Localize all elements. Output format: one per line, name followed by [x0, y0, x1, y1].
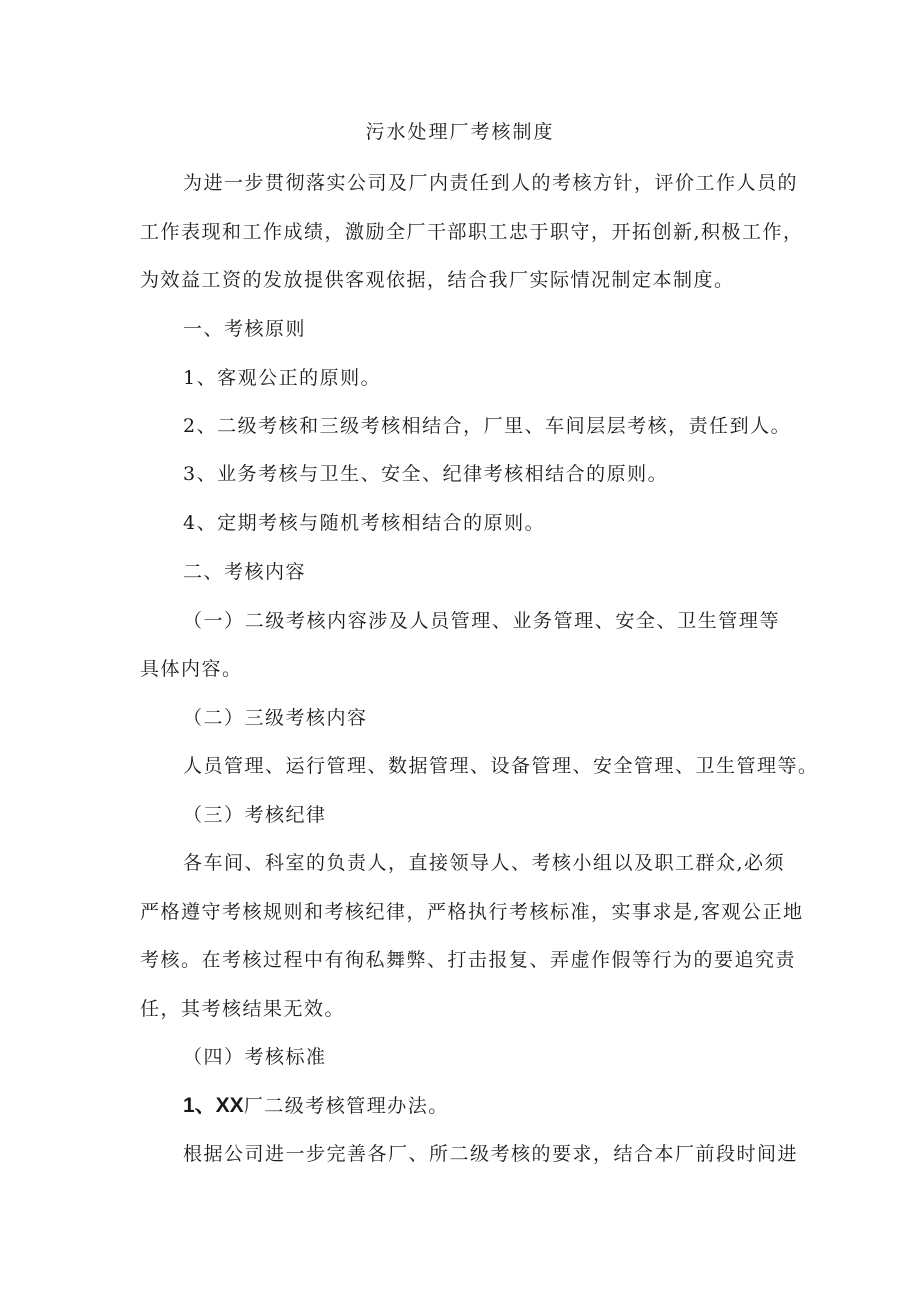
standard-text-line-1: 根据公司进一步完善各厂、所二级考核的要求，结合本厂前段时间进 [183, 1143, 799, 1165]
principle-item-1: 1、客观公正的原则。 [183, 367, 382, 389]
content-sub-2-heading: （二）三级考核内容 [183, 707, 368, 729]
standard-item-1 [183, 1094, 449, 1118]
standard-item-1-lead: 1、XX [183, 1094, 244, 1117]
section-1-heading: 一、考核原则 [183, 318, 307, 340]
intro-line-2: 工作表现和工作成绩，激励全厂干部职工忠于职守，开拓创新,积极工作， [140, 221, 804, 243]
discipline-line-2: 严格遵守考核规则和考核纪律，严格执行考核标准，实事求是,客观公正地 [140, 901, 804, 923]
section-2-heading: 二、考核内容 [183, 561, 307, 583]
content-sub-3-heading: （三）考核纪律 [183, 804, 327, 826]
intro-line-1: 为进一步贯彻落实公司及厂内责任到人的考核方针，评价工作人员的 [183, 172, 799, 194]
principle-item-2: 2、二级考核和三级考核相结合，厂里、车间层层考核，责任到人。 [183, 415, 792, 437]
standard-item-1-rest: 厂二级考核管理办法。 [243, 1095, 449, 1117]
content-sub-2-text: 人员管理、运行管理、数据管理、设备管理、安全管理、卫生管理等。 [183, 755, 819, 777]
discipline-line-1: 各车间、科室的负责人，直接领导人、考核小组以及职工群众,必须 [183, 852, 786, 874]
content-sub-4-heading: （四）考核标准 [183, 1046, 327, 1068]
discipline-line-3: 考核。在考核过程中有徇私舞弊、打击报复、弄虚作假等行为的要追究责 [140, 949, 797, 971]
principle-item-3: 3、业务考核与卫生、安全、纪律考核相结合的原则。 [183, 463, 669, 485]
discipline-line-4: 任，其考核结果无效。 [140, 998, 346, 1020]
content-sub-1-line-1: （一）二级考核内容涉及人员管理、业务管理、安全、卫生管理等 [183, 610, 780, 632]
content-sub-1-line-2: 具体内容。 [140, 658, 243, 680]
principle-item-4: 4、定期考核与随机考核相结合的原则。 [183, 512, 546, 534]
document-title: 污水处理厂考核制度 [365, 121, 555, 143]
intro-line-3: 为效益工资的发放提供客观依据，结合我厂实际情况制定本制度。 [140, 269, 735, 291]
